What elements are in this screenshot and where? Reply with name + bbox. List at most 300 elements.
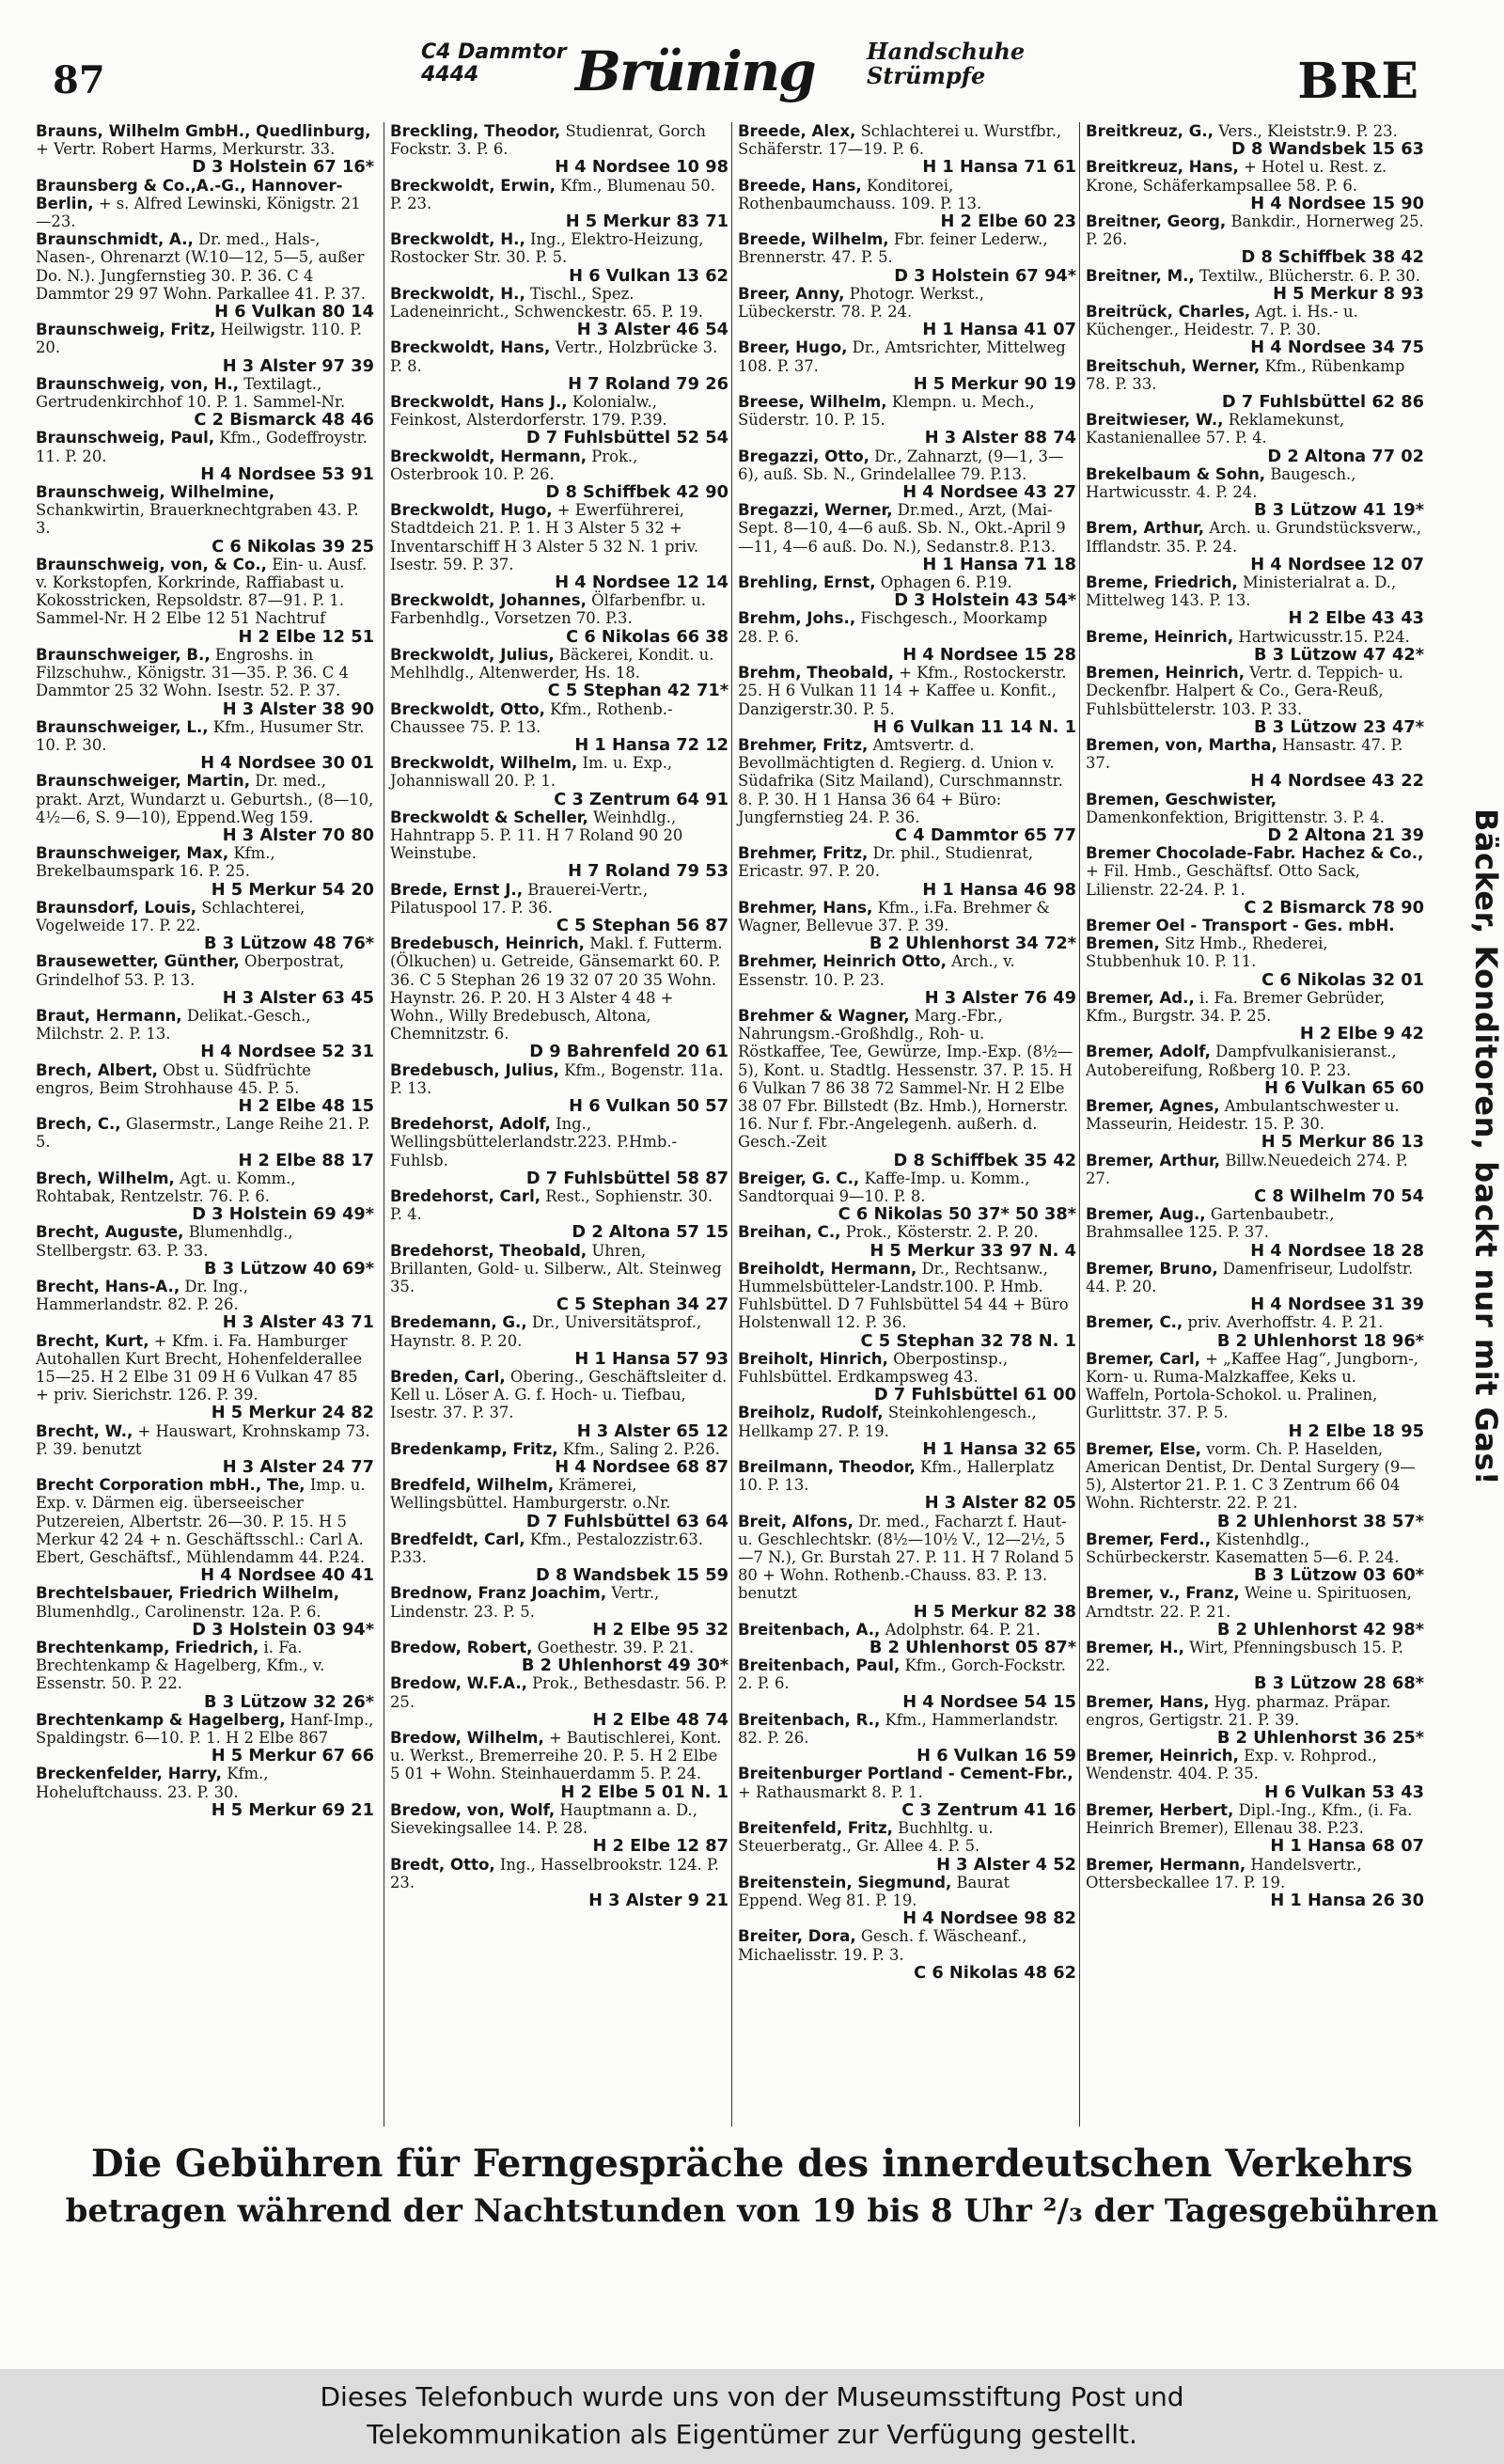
entry-description: Ing., Hasselbrookstr. 124. P. 23. <box>390 1855 719 1891</box>
entry-name: Braunsdorf, Louis, <box>36 898 197 917</box>
entry-phone-number: C 2 Bismarck 78 90 <box>1244 897 1424 918</box>
entry-name: Breckwoldt, Hermann, <box>390 447 588 465</box>
directory-entry <box>738 1621 1076 1656</box>
entry-name: Bredow, Wilhelm, <box>390 1729 544 1748</box>
directory-entry <box>390 1530 728 1585</box>
entry-description: Dr. med., Facharzt f. Haut- u. Geschlechtskr. (8½—10½ V., 12—2½, 5—7 N.), Gr. Burstah 27. P. 11. H 7 Roland 5 80 + Wohn. Rothenb.-Chauss. 83. P. 13. benutzt <box>738 1512 1074 1603</box>
entry-description: Kfm., Saling 2. P.26. <box>562 1439 720 1458</box>
directory-entry <box>1086 1801 1424 1856</box>
entry-phone-number: H 3 Alster 70 80 <box>222 824 374 845</box>
directory-entry <box>36 321 374 375</box>
side-ad-text: Bäcker, Konditoren, backt nur mit Gas! <box>1468 808 1504 1486</box>
entry-description: Kaffe-Imp. u. Komm., Sandtorquai 9—10. P. 8. <box>738 1169 1030 1205</box>
entry-name: Brecht Corporation mbH., The, <box>36 1476 306 1495</box>
entry-phone-number: H 4 Nordsee 12 07 <box>1250 554 1424 574</box>
entry-description: Hauptmann a. D., Sievekingsallee 14. P. 28. <box>390 1800 697 1838</box>
entry-description: Schlachterei u. Wurstfbr., Schäferstr. 17—19. P. 6. <box>738 122 1062 159</box>
entry-name: Breitner, M., <box>1086 266 1195 285</box>
entry-name: Breme, Heinrich, <box>1086 627 1234 646</box>
entry-phone-number: H 3 Alster 4 52 <box>936 1854 1076 1875</box>
directory-entry <box>36 1278 374 1332</box>
directory-entry <box>36 1476 374 1584</box>
directory-entry <box>738 285 1076 339</box>
entry-phone-number: H 2 Elbe 48 74 <box>592 1709 728 1730</box>
directory-entry <box>1086 736 1424 791</box>
entry-name: Braunschweig, von, & Co., <box>36 555 267 573</box>
page-header <box>0 28 1504 113</box>
entry-phone-number: C 5 Stephan 34 27 <box>556 1295 728 1315</box>
directory-entry <box>738 1404 1076 1458</box>
entry-phone-number: C 3 Zentrum 64 91 <box>554 789 728 809</box>
entry-name: Braunsberg & Co.,A.-G., Hannover-Berlin, <box>36 176 343 212</box>
entry-description: priv. Averhoffstr. 4. P. 21. <box>1187 1313 1384 1332</box>
entry-name: Bremer, Carl, <box>1086 1349 1201 1368</box>
entry-phone-number: D 8 Wandsbek 15 59 <box>536 1565 728 1586</box>
directory-entry <box>390 501 728 591</box>
entry-name: Breckwoldt, Hans J., <box>390 393 568 412</box>
page-number: 87 <box>53 58 105 102</box>
entry-name: Breitenbach, R., <box>738 1710 881 1729</box>
entry-name: Breitenburger Portland - Cement-Fbr., <box>738 1765 1073 1783</box>
directory-entry <box>1086 1350 1424 1440</box>
entry-phone-number: C 4 Dammtor 65 77 <box>895 824 1076 845</box>
entry-description: i. Fa. Brechtenkamp & Hagelberg, Kfm., v. Essenstr. 50. P. 22. <box>36 1639 325 1693</box>
entry-phone-number: B 3 Lützow 41 19* <box>1254 500 1424 521</box>
entry-description: Hansastr. 47. P. 37. <box>1086 735 1403 773</box>
entry-name: Breede, Wilhelm, <box>738 230 889 249</box>
entry-phone-number: B 2 Uhlenhorst 05 87* <box>869 1638 1076 1658</box>
entry-description: Tischl., Spez. Ladeneinricht., Schwenckestr. 65. P. 19. <box>390 284 703 322</box>
entry-phone-number: H 1 Hansa 41 07 <box>922 320 1076 340</box>
directory-entry <box>390 122 728 177</box>
entry-phone-number: H 4 Nordsee 31 39 <box>1250 1295 1424 1315</box>
entry-description: Blumenhdlg., Carolinenstr. 12a. P. 6. <box>36 1602 321 1621</box>
entry-phone-number: H 4 Nordsee 30 01 <box>200 753 374 774</box>
entry-phone-number: H 4 Nordsee 54 15 <box>902 1691 1076 1712</box>
directory-entry <box>738 501 1076 573</box>
entry-description: Photogr. Werkst., Lübeckerstr. 78. P. 24. <box>738 284 984 322</box>
entry-description: Kfm., Pestalozzistr.63. P.33. <box>390 1530 703 1567</box>
entry-name: Bregazzi, Werner, <box>738 501 893 520</box>
directory-entry <box>36 1765 374 1819</box>
entry-phone-number: H 4 Nordsee 34 75 <box>1250 337 1424 358</box>
entry-description: Adolphstr. 64. P. 21. <box>885 1620 1041 1639</box>
entry-name: Brede, Ernst J., <box>390 880 523 899</box>
entry-name: Bremer, v., Franz, <box>1086 1584 1240 1603</box>
entry-phone-number: H 6 Vulkan 13 62 <box>569 265 728 286</box>
directory-entry <box>36 718 374 773</box>
entry-description: Handelsvertr., Ottersbeckallee 17. P. 19. <box>1086 1855 1362 1891</box>
entry-description: Kfm., Husumer Str. 10. P. 30. <box>36 717 365 754</box>
entry-description: + Kfm., Rostockerstr. 25. H 6 Vulkan 11 14 + Kaffee u. Konfit., Danzigerstr.30. P. 5. <box>738 664 1067 718</box>
entry-description: Studienrat, Gorch Fockstr. 3. P. 6. <box>390 122 706 159</box>
fee-notice-line-2: betragen während der Nachtstunden von 19 bis 8 Uhr ²/₃ der Tagesgebühren <box>65 2192 1439 2230</box>
entry-name: Breede, Hans, <box>738 176 862 195</box>
entry-name: Breckwoldt, Hans, <box>390 338 551 357</box>
entry-description: Vertr., Holzbrücke 3. P. 8. <box>390 338 718 375</box>
entry-description: Engroshs. in Filzschuhw., Königstr. 31—35. P. 36. C 4 Dammtor 25 32 Wohn. Isestr. 52. P. 37. <box>36 645 349 700</box>
directory-entry <box>390 1313 728 1368</box>
entry-phone-number: B 2 Uhlenhorst 42 98* <box>1216 1619 1424 1640</box>
entry-name: Brecht, Auguste, <box>36 1223 184 1242</box>
entry-name: Braunschweig, Paul, <box>36 429 215 447</box>
entry-description: Hyg. pharmaz. Präpar. engros, Gertigstr. 21. P. 39. <box>1086 1692 1391 1729</box>
entry-phone-number: H 1 Hansa 72 12 <box>574 734 728 755</box>
entry-description: Kfm., Rothenb.-Chaussee 75. P. 13. <box>390 699 673 736</box>
entry-name: Brehmer, Fritz, <box>738 844 869 863</box>
directory-entry <box>390 1115 728 1187</box>
entry-name: Brehling, Ernst, <box>738 573 876 592</box>
directory-entry <box>390 1061 728 1116</box>
entry-description: Weine u. Spirituosen, Arndtstr. 22. P. 21. <box>1086 1584 1412 1621</box>
entry-phone-number: H 4 Nordsee 68 87 <box>555 1457 728 1478</box>
directory-entry <box>36 1711 374 1766</box>
directory-entry <box>738 177 1076 231</box>
entry-phone-number: H 6 Vulkan 65 60 <box>1264 1077 1424 1098</box>
entry-phone-number: D 3 Holstein 67 94* <box>894 265 1076 286</box>
directory-entry <box>1086 1856 1424 1910</box>
entry-name: Braunschweig, Fritz, <box>36 321 216 339</box>
entry-description: + s. Alfred Lewinski, Königstr. 21—23. <box>36 194 361 231</box>
entry-name: Bremer, Aug., <box>1086 1205 1206 1224</box>
entry-phone-number: C 6 Nikolas 48 62 <box>914 1962 1076 1983</box>
directory-entry <box>738 1223 1076 1259</box>
entry-phone-number: H 1 Hansa 57 93 <box>574 1348 728 1369</box>
directory-entry <box>1086 1043 1424 1097</box>
entry-phone-number: C 6 Nikolas 66 38 <box>566 626 728 647</box>
entry-description: Dr.med., Arzt, (Mai-Sept. 8—10, 4—6 auß. Sb. N., Okt.-April 9—11, 4—6 auß. Do. N.), Sedanstr.8. P.13. <box>738 501 1066 556</box>
directory-entry <box>390 1729 728 1801</box>
entry-name: Bremer, C., <box>1086 1313 1183 1332</box>
entry-phone-number: H 5 Merkur 90 19 <box>913 373 1076 394</box>
directory-entry <box>738 230 1076 285</box>
column-4 <box>1079 122 1424 2127</box>
entry-description: + Vertr. Robert Harms, Merkurstr. 33. <box>36 140 336 159</box>
entry-phone-number: C 8 Wilhelm 70 54 <box>1254 1185 1424 1206</box>
directory-entry <box>1086 1205 1424 1260</box>
directory-entry <box>1086 357 1424 412</box>
entry-description: Vers., Kleiststr.9. P. 23. <box>1218 122 1398 140</box>
entry-name: Breckwoldt, Johannes, <box>390 591 587 610</box>
entry-name: Breiholt, Hinrich, <box>738 1349 888 1368</box>
entry-description: Vertr. d. Teppich- u. Deckenfbr. Halpert & Co., Gera-Reuß, Fuhlsbüttelerstr. 103. P. 33. <box>1086 664 1403 718</box>
entry-description: Buchhltg. u. Steuerberatg., Gr. Allee 4. P. 5. <box>738 1819 994 1856</box>
entry-description: Oberpostinsp., Fuhlsbüttel. Erdkampsweg 43. <box>738 1349 1009 1387</box>
entry-name: Breitner, Georg, <box>1086 212 1227 231</box>
entry-description: Heilwigstr. 110. P. 20. <box>36 321 362 357</box>
entry-phone-number: B 3 Lützow 23 47* <box>1254 716 1424 737</box>
directory-entry <box>390 1187 728 1242</box>
directory-entry <box>1086 1152 1424 1206</box>
entry-description: Ambulantschwester u. Masseurin, Heidestr. 15. P. 30. <box>1086 1096 1400 1134</box>
entry-phone-number: B 2 Uhlenhorst 38 57* <box>1216 1511 1424 1531</box>
entry-phone-number: H 7 Roland 79 26 <box>568 373 728 394</box>
entry-phone-number: C 5 Stephan 56 87 <box>556 915 728 935</box>
entry-name: Breitenbach, Paul, <box>738 1656 901 1675</box>
entry-phone-number: H 1 Hansa 68 07 <box>1270 1836 1424 1857</box>
entry-phone-number: H 3 Alster 76 49 <box>924 987 1076 1008</box>
directory-entry <box>36 1169 374 1224</box>
entry-description: Imp. u. Exp. v. Därmen eig. überseeischer Putzereien, Albertstr. 26—30. P. 15. H 5 Merkur 42 24 + n. Geschäftsschl.: Carl A. Ebert, Geschäftsf., Mühlendamm 44. P.24. <box>36 1476 366 1567</box>
entry-description: Ministerialrat a. D., Mittelweg 143. P. 13. <box>1086 573 1397 610</box>
entry-name: Breme, Friedrich, <box>1086 573 1238 592</box>
entry-phone-number: D 7 Fuhlsbüttel 58 87 <box>525 1168 728 1188</box>
entry-phone-number: H 1 Hansa 71 18 <box>922 554 1076 574</box>
entry-description: Kfm., i.Fa. Brehmer & Wagner, Bellevue 37. P. 39. <box>738 898 1050 934</box>
entry-description: Kfm., Godeffroystr. 11. P. 20. <box>36 429 368 465</box>
entry-name: Brecht, W., <box>36 1421 133 1440</box>
directory-entry <box>36 1332 374 1422</box>
entry-phone-number: C 6 Nikolas 32 01 <box>1261 969 1424 990</box>
entry-description: Hartwicusstr.15. P.24. <box>1238 627 1410 646</box>
entry-description: Dr., Rechtsanw., Hummelsbütteler-Landstr.100. P. Hmb. Fuhlsbüttel. D 7 Fuhlsbüttel 54 44 + Büro Holstenwall 12. P. 36. <box>738 1259 1069 1332</box>
entry-phone-number: H 4 Nordsee 98 82 <box>902 1908 1076 1929</box>
entry-description: Amtsvertr. d. Bevollmächtigten d. Regierg. d. Union v. Südafrika (Sitz Mailand), Curschmannstr. 8. P. 30. H 1 Hansa 36 64 + Büro: Jungfernstieg 24. P. 36. <box>738 735 1063 826</box>
entry-description: Prok., Osterbrook 10. P. 26. <box>390 447 638 483</box>
entry-name: Breckling, Theodor, <box>390 122 561 140</box>
directory-entry <box>390 285 728 339</box>
directory-entry <box>1086 1440 1424 1530</box>
entry-description: Prok., Bethesdastr. 56. P. 25. <box>390 1674 728 1711</box>
entry-phone-number: H 4 Nordsee 18 28 <box>1250 1240 1424 1261</box>
entry-name: Bredebusch, Julius, <box>390 1060 559 1079</box>
directory-entry <box>36 230 374 321</box>
directory-entry <box>738 952 1076 1007</box>
directory-entry <box>36 1422 374 1477</box>
entry-name: Bredow, W.F.A., <box>390 1674 527 1693</box>
entry-name: Breckwoldt, Julius, <box>390 645 555 664</box>
entry-name: Breitrück, Charles, <box>1086 303 1251 322</box>
directory-entry <box>738 1350 1076 1405</box>
entry-name: Bremer, Bruno, <box>1086 1259 1218 1278</box>
directory-entry <box>1086 411 1424 465</box>
entry-phone-number: H 6 Vulkan 80 14 <box>214 302 374 322</box>
entry-name: Brech, C., <box>36 1115 121 1134</box>
entry-description: Wirt, Pfenningsbusch 15. P. 22. <box>1086 1639 1404 1675</box>
directory-entry <box>390 1674 728 1729</box>
entry-phone-number: C 6 Nikolas 39 25 <box>212 536 374 557</box>
entry-description: Agt. u. Komm., Rohtabak, Rentzelstr. 76. P. 6. <box>36 1169 296 1205</box>
entry-description: vorm. Ch. P. Haselden, American Dentist, Dr. Dental Surgery (9—5), Alstertor 21. P. 1. C 3 Zentrum 66 04 Wohn. Richterstr. 22. P. 21. <box>1086 1439 1416 1513</box>
entry-description: Obst u. Südfrüchte engros, Beim Strohhause 45. P. 5. <box>36 1060 311 1097</box>
entry-description: + „Kaffee Hag“, Jungborn-, Korn- u. Ruma-Malzkaffee, Keks u. Waffeln, Portola-Schokol. u. Pralinen, Gurlittstr. 37. P. 5. <box>1086 1349 1418 1422</box>
entry-description: Vertr., Lindenstr. 23. P. 5. <box>390 1584 660 1621</box>
entry-phone-number: H 2 Elbe 48 15 <box>238 1095 374 1116</box>
entry-description: Agt. i. Hs.- u. Küchenger., Heidestr. 7. P. 30. <box>1086 303 1358 339</box>
entry-name: Breihan, C., <box>738 1223 841 1242</box>
directory-entry <box>738 1458 1076 1513</box>
entry-phone-number: B 3 Lützow 48 76* <box>204 934 374 954</box>
directory-entry <box>390 646 728 700</box>
directory-entry <box>1086 519 1424 573</box>
directory-entry <box>390 338 728 393</box>
entry-name: Breckwoldt & Scheller, <box>390 808 588 826</box>
directory-entry <box>390 230 728 285</box>
directory-entry <box>738 1007 1076 1169</box>
directory-entry <box>738 1819 1076 1874</box>
entry-name: Brehmer & Wagner, <box>738 1006 910 1025</box>
directory-entry <box>1086 158 1424 212</box>
entry-description: Ophagen 6. P.19. <box>880 573 1012 592</box>
entry-name: Bremer, Agnes, <box>1086 1096 1220 1115</box>
entry-description: Marg.-Fbr., Nahrungsm.-Großhdlg., Roh- u. Röstkaffee, Tee, Gewürze, Imp.-Exp. (8½—5), Kont. u. Stadtlg. Hessenstr. 37. P. 15. H 6 Vulkan 7 86 38 72 Sammel-Nr. H 2 Elbe 38 07 Fbr. Billstedt (Bz. Hmb.), Hornerstr. 16. Nur f. Fbr.-Angelegenh. außerh. d. Gesch.-Zeit <box>738 1006 1073 1152</box>
entry-description: Kfm., Gorch-Fockstr. 2. P. 6. <box>738 1656 1066 1693</box>
side-advertisement <box>1466 808 1504 1786</box>
directory-entry <box>36 556 374 646</box>
entry-name: Breckwoldt, Hugo, <box>390 501 553 520</box>
entry-description: Kfm., Hoheluftchauss. 23. P. 30. <box>36 1765 269 1801</box>
entry-phone-number: B 2 Uhlenhorst 34 72* <box>869 934 1076 954</box>
entry-phone-number: H 5 Merkur 69 21 <box>211 1799 374 1820</box>
entry-description: + Ewerführerei, Stadtdeich 21. P. 1. H 3 Alster 5 32 + Inventarschiff H 3 Alster 5 32 N. 1 priv. Isestr. 59. P. 37. <box>390 501 699 573</box>
source-credit-line-1: Dieses Telefonbuch wurde uns von der Museumsstiftung Post und <box>320 2381 1184 2412</box>
directory-entry <box>36 646 374 718</box>
entry-phone-number: D 3 Holstein 03 94* <box>192 1619 374 1640</box>
column-3 <box>731 122 1076 2127</box>
directory-entry <box>36 375 374 430</box>
entry-description: Makl. f. Futterm. (Ölkuchen) u. Getreide, Gänsemarkt 60. P. 36. C 5 Stephan 26 19 32 07 20 35 Wohn. Haynstr. 26. P. 20. H 3 Alster 4 48 + Wohn., Willy Bredebusch, Altona, Chemnitzstr. 6. <box>390 934 723 1044</box>
entry-name: Brausewetter, Günther, <box>36 952 240 971</box>
directory-entry <box>738 609 1076 664</box>
entry-description: Weinhdlg., Hahntrapp 5. P. 11. H 7 Roland 90 20 Weinstube. <box>390 808 683 863</box>
entry-name: Breckwoldt, Wilhelm, <box>390 754 578 773</box>
entry-description: Oberpostrat, Grindelhof 53. P. 13. <box>36 952 345 989</box>
entry-name: Bredehorst, Theobald, <box>390 1241 588 1260</box>
entry-description: Krämerei, Wellingsbüttel. Hamburgerstr. o.Nr. <box>390 1476 671 1513</box>
directory-entry <box>390 934 728 1060</box>
entry-description: Kfm., Hammerlandstr. 82. P. 26. <box>738 1710 1058 1748</box>
entry-description: Bankdir., Hornerweg 25. P. 26. <box>1086 212 1424 249</box>
entry-description: + Hauswart, Krohnskamp 73. P. 39. benutzt <box>36 1421 370 1458</box>
directory-entry <box>36 1061 374 1116</box>
directory-entry <box>390 1584 728 1639</box>
directory-entry <box>1086 303 1424 357</box>
entry-description: + Rathausmarkt 8. P. 1. <box>738 1782 923 1801</box>
entry-phone-number: H 1 Hansa 46 98 <box>922 879 1076 900</box>
directory-entry <box>738 899 1076 953</box>
entry-phone-number: H 1 Hansa 71 61 <box>922 157 1076 178</box>
entry-phone-number: H 3 Alster 63 45 <box>222 987 374 1008</box>
entry-phone-number: B 2 Uhlenhorst 36 25* <box>1216 1728 1424 1749</box>
directory-entry <box>390 447 728 502</box>
entry-phone-number: D 9 Bahrenfeld 20 61 <box>529 1042 728 1062</box>
entry-name: Bredehorst, Carl, <box>390 1186 541 1205</box>
entry-phone-number: H 5 Merkur 83 71 <box>565 212 728 232</box>
directory-entry <box>390 1368 728 1440</box>
entry-phone-number: D 3 Holstein 67 16* <box>192 157 374 178</box>
entry-description: Fischgesch., Moorkamp 28. P. 6. <box>738 609 1048 646</box>
entry-description: Dr., Amtsrichter, Mittelweg 108. P. 37. <box>738 338 1066 375</box>
entry-name: Bredfeldt, Carl, <box>390 1530 525 1548</box>
entry-name: Braunschmidt, A., <box>36 230 194 249</box>
entry-name: Braunschweiger, L., <box>36 717 209 736</box>
entry-name: Bremer, Hans, <box>1086 1692 1210 1711</box>
entry-name: Brechtelsbauer, Friedrich Wilhelm, <box>36 1584 340 1603</box>
entry-name: Bremer, H., <box>1086 1639 1184 1657</box>
entry-name: Breede, Alex, <box>738 122 856 140</box>
entry-name: Brehmer, Heinrich Otto, <box>738 952 947 971</box>
entry-description: Kfm., Blumenau 50. P. 23. <box>390 176 715 212</box>
entry-description: + Fil. Hmb., Geschäftsf. Otto Sack, Lilienstr. 22-24. P. 1. <box>1086 862 1360 899</box>
directory-entry <box>390 700 728 755</box>
directory-entry <box>738 664 1076 736</box>
entry-description: Rest., Sophienstr. 30. P. 4. <box>390 1186 713 1224</box>
entry-description: Kolonialw., Feinkost, Alsterdorferstr. 179. P.39. <box>390 393 667 430</box>
entry-description: Kfm., Rübenkamp 78. P. 33. <box>1086 356 1405 393</box>
directory-entry <box>390 1440 728 1476</box>
entry-phone-number: H 2 Elbe 9 42 <box>1299 1024 1424 1044</box>
entry-phone-number: D 8 Schiffbek 38 42 <box>1241 247 1424 268</box>
entry-description: Dr. med., prakt. Arzt, Wundarzt u. Geburtsh., (8—10, 4½—6, S. 9—10), Eppend.Weg 159. <box>36 772 374 826</box>
entry-phone-number: H 2 Elbe 12 51 <box>238 626 374 647</box>
directory-entry <box>36 772 374 844</box>
directory-entry <box>1086 465 1424 520</box>
directory-entry <box>390 754 728 808</box>
entry-phone-number: H 3 Alster 9 21 <box>588 1890 728 1910</box>
entry-name: Breitenfeld, Fritz, <box>738 1819 893 1838</box>
directory-entry <box>36 1223 374 1278</box>
entry-name: Braunschweiger, B., <box>36 645 211 664</box>
directory-entry <box>738 573 1076 609</box>
entry-description: Damenfriseur, Ludolfstr. 44. P. 20. <box>1086 1259 1414 1295</box>
entry-name: Breitkreuz, Hans, <box>1086 158 1239 177</box>
entry-description: Gesch. f. Wäscheanf., Michaelisstr. 19. P. 3. <box>738 1927 1027 1964</box>
entry-phone-number: H 6 Vulkan 16 59 <box>916 1746 1076 1766</box>
directory-entry <box>1086 1260 1424 1314</box>
entry-description: + Kfm. i. Fa. Hamburger Autohallen Kurt Brecht, Hohenfelderallee 15—25. H 2 Elbe 31 09 H 6 Vulkan 47 85 + priv. Sierichstr. 126. P. 39. <box>36 1331 363 1405</box>
letter-range: BRE <box>1297 53 1419 110</box>
directory-entry <box>1086 1097 1424 1152</box>
entry-name: Bremer, Arthur, <box>1086 1151 1221 1169</box>
directory-entry <box>390 393 728 447</box>
entry-description: Glasermstr., Lange Reihe 21. P. 5. <box>36 1115 370 1152</box>
directory-entry <box>36 483 374 556</box>
entry-name: Brauns, Wilhelm GmbH., Quedlinburg, <box>36 122 371 140</box>
directory-entry <box>738 844 1076 899</box>
entry-name: Bremer Chocolade-Fabr. Hachez & Co., <box>1086 844 1424 863</box>
entry-name: Bremen, Heinrich, <box>1086 664 1245 683</box>
directory-entry <box>1086 628 1424 664</box>
entry-name: Breckwoldt, Erwin, <box>390 176 556 195</box>
entry-name: Bremer, Hermann, <box>1086 1855 1246 1874</box>
entry-name: Brehm, Theobald, <box>738 664 895 683</box>
entry-phone-number: D 7 Fuhlsbüttel 63 64 <box>525 1511 728 1531</box>
entry-phone-number: H 5 Merkur 82 38 <box>913 1601 1076 1622</box>
entry-name: Bredehorst, Adolf, <box>390 1115 551 1134</box>
entry-name: Breit, Alfons, <box>738 1512 854 1530</box>
entry-phone-number: H 3 Alster 82 05 <box>924 1493 1076 1514</box>
entry-phone-number: H 2 Elbe 18 95 <box>1288 1420 1424 1441</box>
entry-name: Breckwoldt, H., <box>390 230 525 249</box>
entry-phone-number: H 1 Hansa 26 30 <box>1270 1890 1424 1910</box>
entry-description: Ein- u. Ausf. v. Korkstopfen, Korkrinde, Raffiabast u. Kokosstricken, Repsoldstr. 87—91. P. 1. Sammel-Nr. H 2 Elbe 12 51 Nachtruf <box>36 555 368 628</box>
entry-phone-number: H 4 Nordsee 40 41 <box>200 1565 374 1586</box>
directory-entry <box>36 952 374 1007</box>
entry-description: Blumenhdlg., Stellbergstr. 63. P. 33. <box>36 1223 293 1260</box>
directory-entry <box>1086 1747 1424 1801</box>
entry-description: Obering., Geschäftsleiter d. Kell u. Löser A. G. f. Hoch- u. Tiefbau, Isestr. 37. P. 37. <box>390 1368 728 1422</box>
entry-phone-number: B 3 Lützow 28 68* <box>1254 1673 1424 1694</box>
entry-name: Brecht, Hans-A., <box>36 1278 180 1295</box>
entry-phone-number: H 5 Merkur 54 20 <box>211 879 374 900</box>
entry-phone-number: C 3 Zentrum 41 16 <box>901 1799 1076 1820</box>
entry-description: Dampfvulkanisieranst., Autobereifung, Roßberg 10. P. 23. <box>1086 1043 1397 1079</box>
entry-description: Dr., Universitätsprof., Haynstr. 8. P. 20. <box>390 1313 702 1350</box>
entry-phone-number: H 4 Nordsee 53 91 <box>200 463 374 484</box>
entry-name: Bremer, Else, <box>1086 1439 1201 1458</box>
directory-entry <box>1086 917 1424 989</box>
entry-description: Steinkohlengesch., Hellkamp 27. P. 19. <box>738 1404 1037 1440</box>
